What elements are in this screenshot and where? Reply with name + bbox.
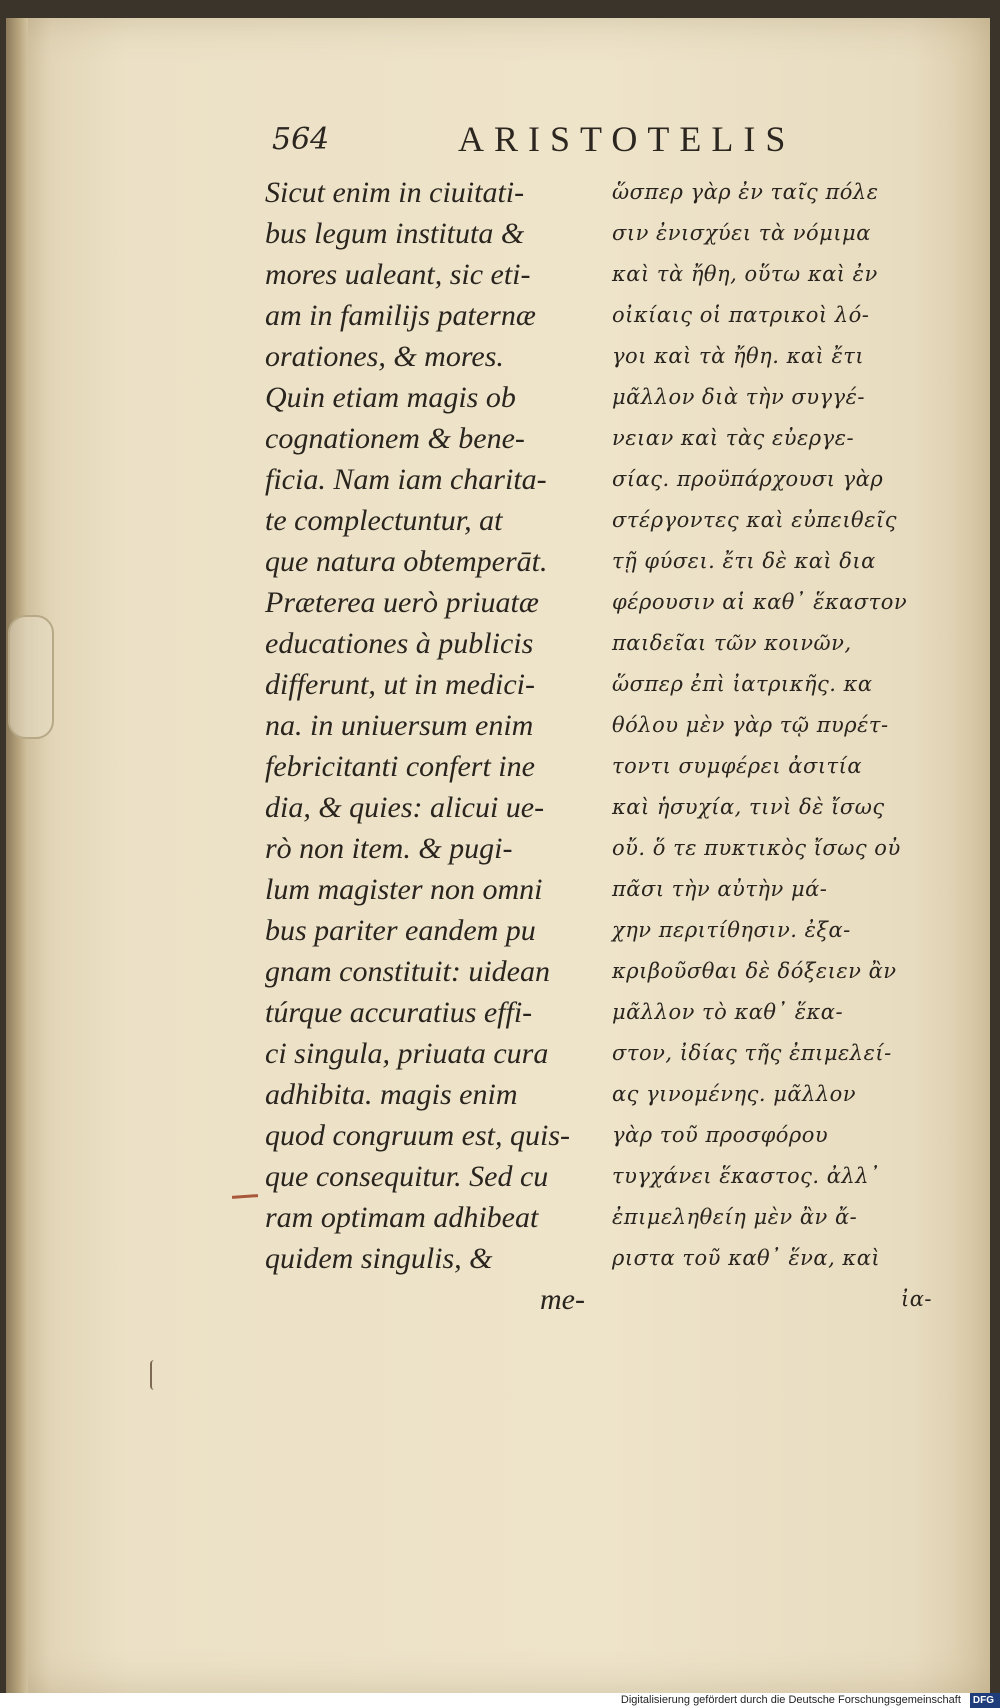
latin-column — [265, 172, 595, 1320]
greek-text-line: φέρουσιν αἱ καθ᾽ ἕκαστον — [612, 590, 908, 614]
page-header — [272, 118, 812, 168]
latin-text-line: ficia. Nam iam charita- — [265, 463, 547, 496]
greek-column — [612, 172, 942, 1320]
digitization-footer — [0, 1693, 1000, 1708]
greek-text-line: σιν ἐνισχύει τὰ νόμιμα — [612, 221, 871, 245]
greek-text-line: οἰκίαις οἱ πατρικοὶ λό- — [612, 303, 870, 327]
latin-text-line: quod congruum est, quis- — [265, 1119, 570, 1152]
latin-text-line: educationes à publicis — [265, 627, 534, 660]
greek-text-line: πᾶσι τὴν αὐτὴν μά- — [612, 877, 828, 901]
footer-credit: Digitalisierung gefördert durch die Deutsche Forschungsgemeinschaft — [620, 1694, 961, 1707]
greek-text-line: τυγχάνει ἕκαστος. ἀλλ᾽ — [612, 1164, 881, 1188]
greek-text-line: μᾶλλον τὸ καθ᾽ ἕκα- — [612, 1000, 844, 1024]
latin-text-line: na. in uniuersum enim — [265, 709, 534, 742]
latin-text-line: ram optimam adhibeat — [265, 1201, 539, 1234]
latin-text-line: orationes, & mores. — [265, 340, 504, 373]
greek-text-line: θόλου μὲν γὰρ τῷ πυρέτ- — [612, 713, 889, 737]
running-head: ARISTOTELIS — [458, 119, 796, 159]
latin-text-line: ci singula, priuata cura — [265, 1037, 549, 1070]
paper-stain — [150, 1360, 158, 1390]
latin-text-line: quidem singulis, & — [265, 1242, 493, 1275]
greek-text-line: γοι καὶ τὰ ἤθη. καὶ ἔτι — [612, 344, 865, 368]
greek-text-line: ας γινομένης. μᾶλλον — [612, 1082, 857, 1106]
greek-text-line: παιδεῖαι τῶν κοινῶν, — [612, 631, 852, 655]
latin-text-line: rò non item. & pugi- — [265, 832, 513, 865]
latin-text-line: adhibita. magis enim — [265, 1078, 518, 1111]
latin-text-line: Quin etiam magis ob — [265, 381, 516, 414]
greek-text-line: μᾶλλον διὰ τὴν συγγέ- — [612, 385, 865, 409]
greek-text-line: τῇ φύσει. ἔτι δὲ καὶ δια — [612, 549, 876, 573]
latin-text-line: te complectuntur, at — [265, 504, 503, 537]
latin-text-line: que natura obtemperāt. — [265, 545, 548, 578]
latin-text-line: bus pariter eandem pu — [265, 914, 536, 947]
binding-edge — [6, 18, 28, 1693]
latin-text-line: gnam constituit: uidean — [265, 955, 550, 988]
latin-text-line: dia, & quies: alicui ue- — [265, 791, 545, 824]
greek-text-line: ὥσπερ ἐπὶ ἰατρικῆς. κα — [612, 672, 873, 696]
page-number: 564 — [272, 122, 330, 157]
greek-text-line: γὰρ τοῦ προσφόρου — [612, 1123, 829, 1147]
latin-text-line: am in familijs paternæ — [265, 299, 536, 332]
latin-text-line: que consequitur. Sed cu — [265, 1160, 549, 1193]
greek-text-line: ὥσπερ γὰρ ἐν ταῖς πόλε — [612, 180, 879, 204]
latin-text-line: lum magister non omni — [265, 873, 543, 906]
latin-text-line: Præterea uerò priuatæ — [265, 586, 539, 619]
greek-text-line: καὶ τὰ ἤθη, οὕτω καὶ ἐν — [612, 262, 878, 286]
greek-text-line: ριστα τοῦ καθ᾽ ἕνα, καὶ — [612, 1246, 881, 1270]
greek-text-line: τοντι συμφέρει ἀσιτία — [612, 754, 863, 778]
greek-text-line: ἐπιμεληθείη μὲν ἂν ἄ- — [612, 1205, 858, 1229]
greek-text-line: κριβοῦσθαι δὲ δόξειεν ἂν — [612, 959, 897, 983]
latin-text-line: mores ualeant, sic eti- — [265, 258, 531, 291]
greek-text-line: σίας. προϋπάρχουσι γὰρ — [612, 467, 884, 491]
greek-text-line: στον, ἰδίας τῆς ἐπιμελεί- — [612, 1041, 892, 1065]
greek-text-line: ἰα- — [900, 1287, 932, 1311]
latin-text-line: cognationem & bene- — [265, 422, 525, 455]
greek-text-line: στέργοντες καὶ εὐπειθεῖς — [612, 508, 897, 532]
greek-text-line: καὶ ἡσυχία, τινὶ δὲ ἴσως — [612, 795, 885, 819]
greek-text-line: νειαν καὶ τὰς εὐεργε- — [612, 426, 855, 450]
greek-text-line: χην περιτίθησιν. ἐξα- — [612, 918, 851, 942]
dfg-logo: DFG — [970, 1693, 1000, 1708]
latin-text-line: bus legum instituta & — [265, 217, 525, 250]
latin-text-line: Sicut enim in ciuitati- — [265, 176, 525, 209]
latin-text-line: differunt, ut in medici- — [265, 668, 535, 701]
page-clasp-mark — [8, 615, 54, 739]
latin-text-line: túrque accuratius effi- — [265, 996, 533, 1029]
latin-text-line: me- — [540, 1283, 585, 1316]
greek-text-line: οὔ. ὅ τε πυκτικὸς ἴσως οὐ — [612, 836, 901, 860]
latin-text-line: febricitanti confert ine — [265, 750, 535, 783]
